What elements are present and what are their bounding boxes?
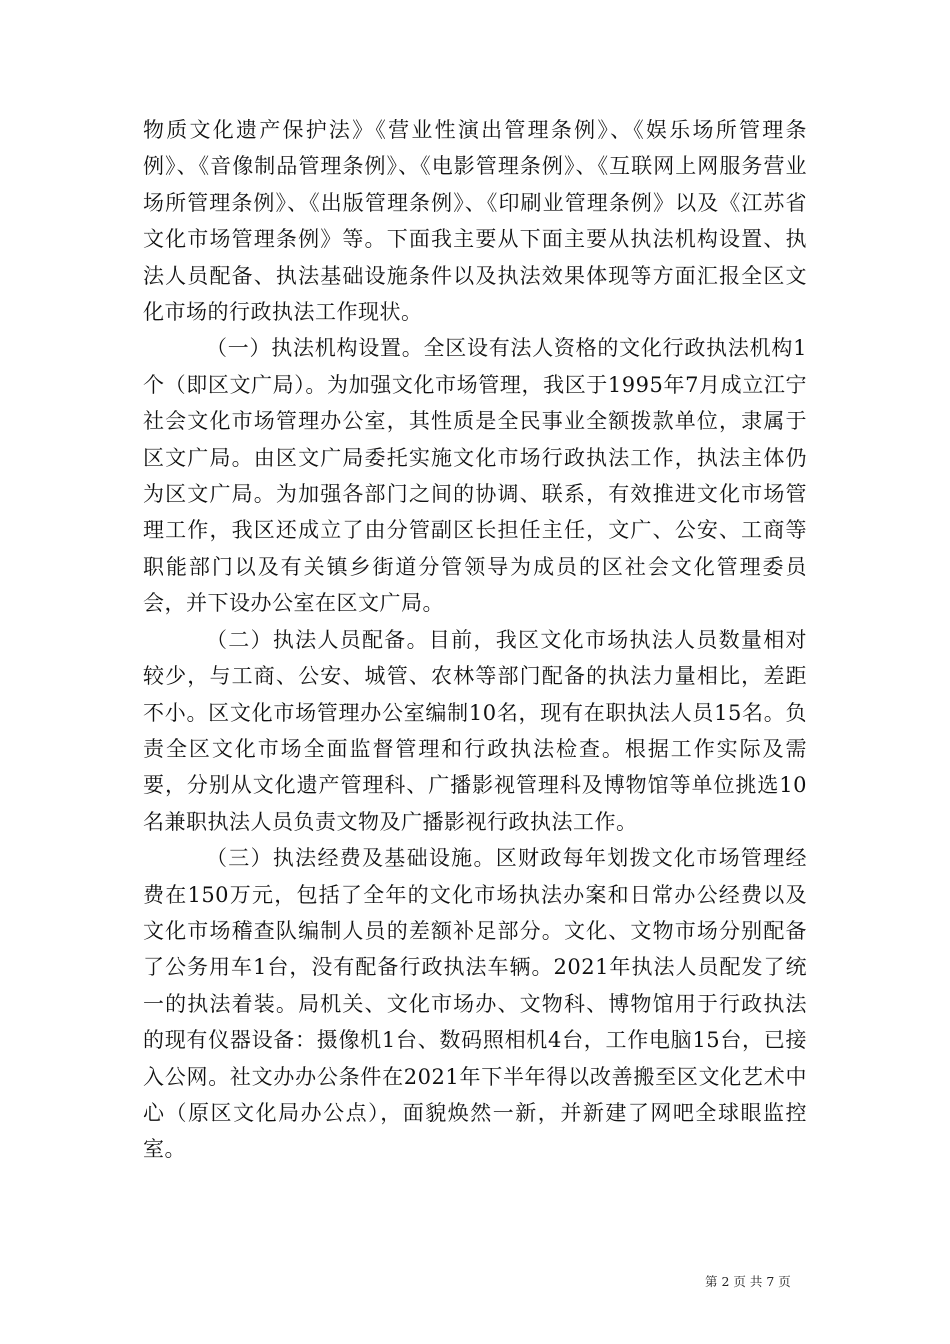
paragraph-staffing: （二）执法人员配备。目前，我区文化市场执法人员数量相对较少，与工商、公安、城管、农林等部门配备的执法力量相比，差距不小。区文化市场管理办公室编制10名，现有在职执法人员15名。负责全区文化市场全面监督管理和行政执法检查。根据工作实际及需要，分别从文化遗产管理科、广播影视管理科及博物馆等单位挑选10名兼职执法人员负责文物及广播影视行政执法工作。: [143, 627, 807, 834]
paragraph-intro: 物质文化遗产保护法》《营业性演出管理条例》、《娱乐场所管理条例》、《音像制品管理条例》、《电影管理条例》、《互联网上网服务营业场所管理条例》、《出版管理条例》、《印刷业管理条例》以及《江苏省文化市场管理条例》等。下面我主要从下面主要从执法机构设置、执法人员配备、执法基础设施条件以及执法效果体现等方面汇报全区文化市场的行政执法工作现状。: [143, 118, 807, 325]
page-number-footer: 第 2 页 共 7 页: [705, 1274, 791, 1289]
document-body: [143, 112, 807, 1168]
paragraph-funding-facilities: （三）执法经费及基础设施。区财政每年划拨文化市场管理经费在150万元，包括了全年的文化市场执法办案和日常办公经费以及文化市场稽查队编制人员的差额补足部分。文化、文物市场分别配备了公务用车1台，没有配备行政执法车辆。2021年执法人员配发了统一的执法着装。局机关、文化市场办、文物科、博物馆用于行政执法的现有仪器设备：摄像机1台、数码照相机4台，工作电脑15台，已接入公网。社文办办公条件在2021年下半年得以改善搬至区文化艺术中心（原区文化局办公点），面貌焕然一新，并新建了网吧全球眼监控室。: [143, 846, 807, 1162]
paragraph-institution-setup: （一）执法机构设置。全区设有法人资格的文化行政执法机构1个（即区文广局）。为加强文化市场管理，我区于1995年7月成立江宁社会文化市场管理办公室，其性质是全民事业全额拨款单位，隶属于区文广局。由区文广局委托实施文化市场行政执法工作，执法主体仍为区文广局。为加强各部门之间的协调、联系，有效推进文化市场管理工作，我区还成立了由分管副区长担任主任，文广、公安、工商等职能部门以及有关镇乡街道分管领导为成员的区社会文化管理委员会，并下设办公室在区文广局。: [143, 336, 807, 616]
